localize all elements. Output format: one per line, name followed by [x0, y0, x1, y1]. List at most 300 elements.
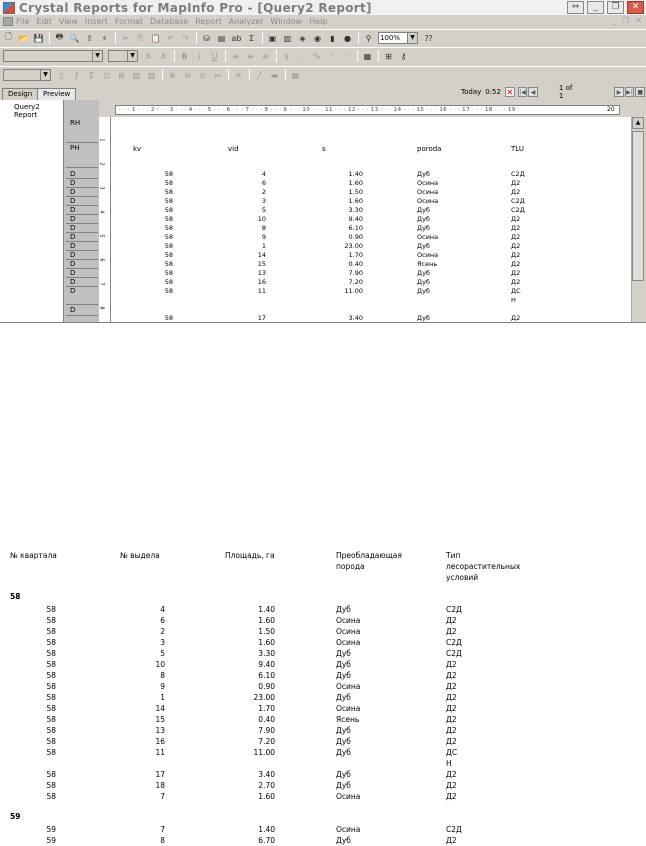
cell-plot: 15 — [155, 715, 165, 724]
report-row — [0, 670, 600, 681]
cell-plot: 16 — [155, 737, 165, 746]
cell-species: Осина — [336, 616, 361, 625]
cell-block: 58 — [46, 781, 56, 790]
cell-poroda: Дуб — [417, 215, 430, 223]
restore-arrows-button[interactable]: ⇔ — [567, 1, 584, 14]
cell-poroda: Осина — [417, 197, 439, 205]
database-icon[interactable]: ⛁ — [203, 33, 210, 43]
cell-tlu: Д2 — [511, 278, 521, 286]
map-icon[interactable]: ◈ — [299, 33, 306, 43]
group-icon[interactable]: ▣ — [268, 33, 277, 43]
insert-group-icon[interactable]: ⊡ — [103, 70, 110, 80]
cell-plot: 8 — [160, 671, 165, 680]
cell-plot: 13 — [155, 726, 165, 735]
cell-kv: 58 — [164, 278, 173, 286]
standard-toolbar — [0, 29, 646, 46]
cell-tlu: Д2 — [511, 233, 521, 241]
cell-block: 58 — [46, 627, 56, 636]
redo-icon[interactable]: ↷ — [182, 33, 189, 43]
menu-file[interactable]: File — [16, 17, 30, 26]
cell-plot: 17 — [155, 770, 165, 779]
font-size-select[interactable] — [108, 50, 138, 62]
printed-report-preview — [0, 550, 646, 845]
cell-tlu: С2Д — [511, 197, 525, 205]
report-row — [0, 736, 600, 747]
cell-kv: 58 — [164, 188, 173, 196]
menu-insert[interactable]: Insert — [84, 17, 108, 26]
cell-vid: 4 — [261, 170, 266, 178]
border-icon[interactable]: ▦ — [363, 51, 372, 61]
scroll-thumb[interactable] — [632, 131, 644, 281]
insert-field-icon[interactable]: ▯ — [59, 70, 64, 80]
field-icon[interactable]: ▤ — [217, 33, 226, 43]
cell-forest-type: Д2 — [446, 781, 457, 790]
cell-area: 3.30 — [258, 649, 275, 658]
section-details[interactable]: D — [66, 179, 98, 188]
tree-icon[interactable]: ⊞ — [385, 51, 392, 61]
design-row[interactable] — [111, 170, 611, 179]
cell-vid: 11 — [257, 287, 266, 295]
globe-icon[interactable]: ● — [344, 33, 351, 43]
cell-vid: 16 — [257, 278, 266, 286]
design-row[interactable] — [111, 314, 611, 323]
cell-kv: 58 — [164, 179, 173, 187]
cell-block: 58 — [46, 682, 56, 691]
menu-view[interactable]: View — [58, 17, 78, 26]
cell-block: 58 — [46, 726, 56, 735]
section-details[interactable]: D — [66, 224, 98, 233]
tab-preview[interactable]: Preview — [37, 88, 76, 100]
text-object-icon[interactable]: ab — [231, 33, 242, 43]
formatting-toolbar — [0, 47, 646, 64]
cell-tlu: Д2 — [511, 188, 521, 196]
cross-icon[interactable]: ✕ — [235, 70, 242, 80]
ruler-end: 20 — [607, 106, 615, 113]
design-row[interactable] — [111, 215, 611, 224]
mdi-close-button[interactable]: ✕ — [635, 16, 642, 25]
cell-poroda: Дуб — [417, 224, 430, 232]
cell-vid: 6 — [261, 179, 266, 187]
cell-area: 1.60 — [258, 616, 275, 625]
grid-icon[interactable]: ▦ — [291, 70, 300, 80]
binoculars-icon[interactable]: ⚲ — [365, 33, 372, 43]
ole-icon[interactable]: ◉ — [314, 33, 321, 43]
cell-tlu: С2Д — [511, 206, 525, 214]
section-details[interactable]: D — [66, 188, 98, 197]
print-icon[interactable]: 🖶 — [55, 32, 64, 41]
cell-plot: 2 — [160, 627, 165, 636]
cell-plot: 5 — [160, 649, 165, 658]
last-page-button[interactable]: ▶| — [626, 89, 633, 96]
line-icon[interactable]: ╱ — [257, 70, 262, 80]
section-report-header[interactable]: RH — [66, 119, 98, 143]
cell-area: 1.40 — [258, 825, 275, 834]
print-preview-icon[interactable]: 🔍 — [69, 33, 80, 43]
font-name-select[interactable] — [3, 50, 103, 62]
cell-plot: 14 — [155, 704, 165, 713]
cell-s: 3.30 — [348, 206, 363, 214]
design-row[interactable] — [111, 224, 611, 233]
cell-forest-type: С2Д — [446, 649, 462, 658]
cell-forest-type: Д2 — [446, 770, 457, 779]
zoom-fit-icon[interactable]: ⊙ — [199, 70, 206, 80]
undo-icon[interactable]: ↶ — [167, 33, 174, 43]
cell-s: 9.40 — [348, 215, 363, 223]
cell-vid: 10 — [257, 215, 266, 223]
ruler-mark: 6 — [98, 258, 105, 262]
insert-chart-icon[interactable]: ▥ — [132, 70, 141, 80]
copy-icon[interactable]: ⎘ — [137, 33, 144, 42]
design-row[interactable] — [111, 233, 611, 242]
cell-s: 7.20 — [348, 278, 363, 286]
cell-area: 6.70 — [258, 836, 275, 845]
cell-kv: 58 — [164, 251, 173, 259]
cell-forest-type: Д2 — [446, 737, 457, 746]
design-row[interactable] — [111, 206, 611, 215]
design-row[interactable] — [111, 260, 611, 269]
tab-design[interactable]: Design — [2, 88, 38, 100]
ruler-mark: 7 — [98, 282, 105, 286]
report-row — [0, 626, 600, 637]
section-details[interactable]: D — [66, 206, 98, 215]
report-row — [0, 824, 600, 835]
zoom-in-icon[interactable]: ⊕ — [169, 70, 176, 80]
section-details[interactable]: D — [66, 251, 98, 260]
cell-species: Дуб — [336, 770, 351, 779]
decimal-decrease-icon[interactable]: ⁻ — [344, 51, 349, 61]
cell-species: Дуб — [336, 748, 351, 757]
report-row — [0, 637, 600, 648]
cell-block: 58 — [46, 693, 56, 702]
cell-forest-type: Д2 — [446, 616, 457, 625]
group-tree — [0, 100, 64, 323]
box-icon[interactable]: ▬ — [270, 70, 279, 80]
cell-block: 59 — [46, 836, 56, 845]
cell-poroda: Дуб — [417, 314, 430, 322]
cell-plot: 10 — [155, 660, 165, 669]
cell-kv: 58 — [164, 197, 173, 205]
align-right-icon[interactable]: ≡ — [262, 51, 269, 61]
group-header: 59 — [10, 812, 21, 821]
cell-s: 7.90 — [348, 269, 363, 277]
cell-forest-type: С2Д — [446, 605, 462, 614]
insert-summary-icon[interactable]: Σ — [88, 70, 95, 80]
ruler-mark: 4 — [98, 210, 105, 214]
cell-s: 1.70 — [348, 251, 363, 259]
column-header-s: s — [322, 145, 326, 153]
save-icon[interactable]: 💾 — [33, 33, 44, 43]
cell-species: Дуб — [336, 737, 351, 746]
cell-plot: 7 — [160, 792, 165, 801]
cell-s: 0.90 — [348, 233, 363, 241]
cell-poroda: Осина — [417, 188, 439, 196]
group-header: 58 — [10, 592, 21, 601]
cell-poroda: Дуб — [417, 287, 430, 295]
underline-button[interactable]: U — [211, 51, 218, 61]
cell-forest-type: Д2 — [446, 792, 457, 801]
chart-icon[interactable]: ▥ — [283, 33, 292, 43]
cell-forest-type: Д2 — [446, 660, 457, 669]
design-row[interactable] — [111, 179, 611, 188]
cell-species: Дуб — [336, 726, 351, 735]
chevron-down-icon: ▼ — [407, 33, 417, 43]
key-icon[interactable]: ⚷ — [400, 51, 407, 61]
report-row — [0, 604, 600, 615]
report-row — [0, 835, 600, 846]
close-preview-icon[interactable]: ✕ — [506, 88, 514, 97]
design-row[interactable] — [111, 287, 611, 296]
cell-area: 6.10 — [258, 671, 275, 680]
cell-plot: 6 — [160, 616, 165, 625]
ruler-mark: 2 — [98, 162, 105, 166]
cell-forest-type: Д2 — [446, 671, 457, 680]
cell-species: Осина — [336, 825, 361, 834]
cell-poroda: Дуб — [417, 269, 430, 277]
report-row — [0, 659, 600, 670]
report-row — [0, 758, 600, 769]
cell-tlu: Д2 — [511, 224, 521, 232]
cell-species: Дуб — [336, 605, 351, 614]
time-label: 0:52 — [485, 88, 501, 96]
cell-area: 23.00 — [253, 693, 275, 702]
cell-block: 58 — [46, 770, 56, 779]
cell-block: 58 — [46, 671, 56, 680]
column-header-vid: vid — [228, 145, 239, 153]
menu-window[interactable]: Window — [270, 17, 303, 26]
style-select[interactable] — [3, 69, 51, 81]
cell-vid: 3 — [261, 197, 266, 205]
page-indicator: 1 of 1 — [558, 84, 573, 100]
cell-kv: 58 — [164, 233, 173, 241]
cell-poroda: Осина — [417, 179, 439, 187]
cell-block: 58 — [46, 605, 56, 614]
menu-analyzer[interactable]: Analyzer — [228, 17, 264, 26]
section-details[interactable]: D — [66, 278, 98, 287]
cell-species: Дуб — [336, 649, 351, 658]
cell-kv: 58 — [164, 242, 173, 250]
design-row[interactable] — [111, 296, 611, 305]
ruler-mark: 3 — [98, 186, 105, 190]
cell-tlu: Д2 — [511, 179, 521, 187]
increase-font-icon[interactable]: A — [145, 51, 152, 61]
cell-area: 2.70 — [258, 781, 275, 790]
insert-formula-icon[interactable]: ƒ — [75, 70, 78, 80]
cell-species: Осина — [336, 792, 361, 801]
design-row[interactable] — [111, 278, 611, 287]
close-button[interactable]: ✕ — [627, 1, 644, 14]
cell-vid: 9 — [261, 233, 266, 241]
cell-s: 11.00 — [344, 287, 363, 295]
section-details[interactable]: D — [66, 287, 98, 305]
cell-area: 7.20 — [258, 737, 275, 746]
menu-report[interactable]: Report — [195, 17, 222, 26]
refresh-icon[interactable]: ⚡ — [101, 33, 108, 43]
mdi-restore-button[interactable]: ❐ — [622, 16, 630, 25]
cell-species: Дуб — [336, 660, 351, 669]
cell-area: 1.60 — [258, 792, 275, 801]
cell-vid: 2 — [261, 188, 266, 196]
resize-icon[interactable]: ↔ — [214, 70, 221, 80]
cell-vid: 13 — [257, 269, 266, 277]
section-details[interactable]: D — [66, 242, 98, 251]
report-row — [0, 725, 600, 736]
cell-vid: 15 — [257, 260, 266, 268]
cell-poroda: Дуб — [417, 242, 430, 250]
minimize-button[interactable]: _ — [587, 1, 604, 14]
new-icon[interactable]: 🗋 — [5, 32, 12, 41]
cell-forest-type: Д2 — [446, 704, 457, 713]
menu-format[interactable]: Format — [114, 17, 144, 26]
section-page-header[interactable]: PH — [66, 144, 98, 168]
cell-species: Осина — [336, 638, 361, 647]
italic-button[interactable]: I — [198, 51, 201, 61]
section-details[interactable]: D — [66, 306, 98, 316]
chevron-down-icon: ▼ — [92, 51, 102, 61]
cell-block: 58 — [46, 792, 56, 801]
cell-tlu: Д2 — [511, 215, 521, 223]
document-icon[interactable] — [3, 17, 13, 26]
cell-species: Дуб — [336, 671, 351, 680]
cell-block: 58 — [46, 638, 56, 647]
vertical-scrollbar[interactable] — [631, 117, 644, 323]
scroll-up-icon[interactable]: ▲ — [632, 117, 644, 129]
cell-s: 0.40 — [348, 260, 363, 268]
cell-area: 11.00 — [253, 748, 275, 757]
align-center-icon[interactable]: ≡ — [247, 51, 254, 61]
ruler-mark: 5 — [98, 234, 105, 238]
cell-kv: 58 — [164, 206, 173, 214]
menu-edit[interactable]: Edit — [36, 17, 52, 26]
cell-kv: 58 — [164, 269, 173, 277]
cell-forest-type: С2Д — [446, 638, 462, 647]
report-row — [0, 615, 600, 626]
cell-plot: 3 — [160, 638, 165, 647]
percent-button[interactable]: % — [312, 51, 321, 61]
design-row[interactable] — [111, 188, 611, 197]
cell-tlu: ДС — [511, 287, 521, 295]
tree-item[interactable]: Query2 Report — [14, 103, 40, 119]
zoom-select[interactable] — [378, 32, 418, 44]
cell-species: Дуб — [336, 781, 351, 790]
cell-poroda: Осина — [417, 251, 439, 259]
horizontal-ruler — [115, 105, 620, 115]
header-species: Преобладающая порода — [336, 551, 402, 571]
title-bar — [0, 0, 646, 15]
currency-button[interactable]: $ — [283, 51, 290, 61]
align-left-icon[interactable]: ≡ — [232, 51, 239, 61]
export-icon[interactable]: ⇪ — [86, 33, 93, 43]
cell-area: 1.70 — [258, 704, 275, 713]
cell-poroda: Ясень — [417, 260, 438, 268]
report-row — [0, 692, 600, 703]
cut-icon[interactable]: ✂ — [122, 33, 129, 43]
bar-chart-icon[interactable]: ▮ — [330, 33, 335, 43]
chevron-down-icon: ▼ — [40, 70, 50, 80]
crystal-reports-icon — [3, 2, 15, 14]
cell-area: 3.40 — [258, 770, 275, 779]
menu-bar — [0, 15, 646, 28]
cell-plot: 9 — [160, 682, 165, 691]
design-row[interactable] — [111, 269, 611, 278]
ruler-ticks: · · · 1 · · · 2 · · · 3 · · · 4 · · · 5 · · · 6 · · · 7 · · · 8 · · · 9 · · · 10 · · · 11 · · · 12 · · · 13 · · · 14 · · · 15 · · · 16 · · · 17 · · · 18 · · · 19 · — [119, 107, 520, 113]
ruler-mark: 1 — [98, 138, 105, 142]
zoom-out-icon[interactable]: ⊖ — [184, 70, 191, 80]
design-row[interactable] — [111, 197, 611, 206]
report-row — [0, 648, 600, 659]
menu-help[interactable]: Help — [309, 17, 328, 26]
decimal-increase-icon[interactable]: ⁺ — [329, 51, 334, 61]
previous-page-button[interactable]: ◀ — [528, 87, 538, 97]
cell-kv: 58 — [164, 170, 173, 178]
cell-forest-type: Д2 — [446, 726, 457, 735]
cell-poroda: Осина — [417, 233, 439, 241]
section-details[interactable]: D — [66, 260, 98, 269]
cell-tlu: Д2 — [511, 260, 521, 268]
design-row[interactable] — [111, 242, 611, 251]
cell-forest-type: ДС — [446, 748, 458, 757]
bold-button[interactable]: B — [181, 51, 188, 61]
header-plot-number: № выдела — [120, 551, 160, 560]
comma-icon[interactable]: , — [300, 51, 303, 61]
insert-crosstab-icon[interactable]: ⊞ — [118, 70, 125, 80]
cell-forest-type: Д2 — [446, 715, 457, 724]
menu-database[interactable]: Database — [150, 17, 189, 26]
preview-navigation — [461, 86, 646, 98]
cell-s: 6.10 — [348, 224, 363, 232]
cell-species: Осина — [336, 627, 361, 636]
section-details[interactable]: D — [66, 269, 98, 278]
help-icon[interactable]: ⁇ — [424, 33, 433, 43]
paste-icon[interactable]: 📋 — [150, 33, 161, 43]
first-page-button[interactable]: |◀ — [519, 89, 526, 96]
summary-icon[interactable]: Σ — [248, 33, 255, 43]
mdi-minimize-button[interactable]: _ — [612, 16, 617, 25]
cell-forest-type: Д2 — [446, 627, 457, 636]
cell-s: 1.60 — [348, 197, 363, 205]
cell-species: Ясень — [336, 715, 360, 724]
cell-poroda: Дуб — [417, 170, 430, 178]
cell-area: 1.40 — [258, 605, 275, 614]
maximize-button[interactable]: ❐ — [607, 1, 624, 14]
cell-block: 58 — [46, 715, 56, 724]
column-header-tlu: TLU — [511, 145, 524, 153]
open-icon[interactable]: 📂 — [18, 33, 29, 43]
cell-vid: 5 — [261, 206, 266, 214]
section-details[interactable]: D — [66, 170, 98, 179]
cell-block: 58 — [46, 649, 56, 658]
cell-block: 59 — [46, 825, 56, 834]
window-title: Crystal Reports for MapInfo Pro - [Query2 Report] — [19, 0, 372, 15]
cell-vid: 14 — [257, 251, 266, 259]
cell-plot: 4 — [160, 605, 165, 614]
cell-tlu: Д2 — [511, 314, 521, 322]
stop-icon[interactable]: ■ — [637, 89, 644, 96]
next-page-button[interactable]: ▶ — [614, 87, 624, 97]
cell-plot: 8 — [160, 836, 165, 845]
header-forest-type: Тип лесорастительных условий — [446, 551, 521, 582]
design-row[interactable] — [111, 251, 611, 260]
cell-kv: 58 — [164, 215, 173, 223]
decrease-font-icon[interactable]: A — [160, 51, 167, 61]
section-details[interactable]: D — [66, 233, 98, 242]
insert-picture-icon[interactable]: ▨ — [147, 70, 156, 80]
cell-poroda: Дуб — [417, 278, 430, 286]
report-row — [0, 780, 600, 791]
section-details[interactable]: D — [66, 215, 98, 224]
cell-tlu: Д2 — [511, 242, 521, 250]
section-details[interactable]: D — [66, 197, 98, 206]
report-row — [0, 681, 600, 692]
